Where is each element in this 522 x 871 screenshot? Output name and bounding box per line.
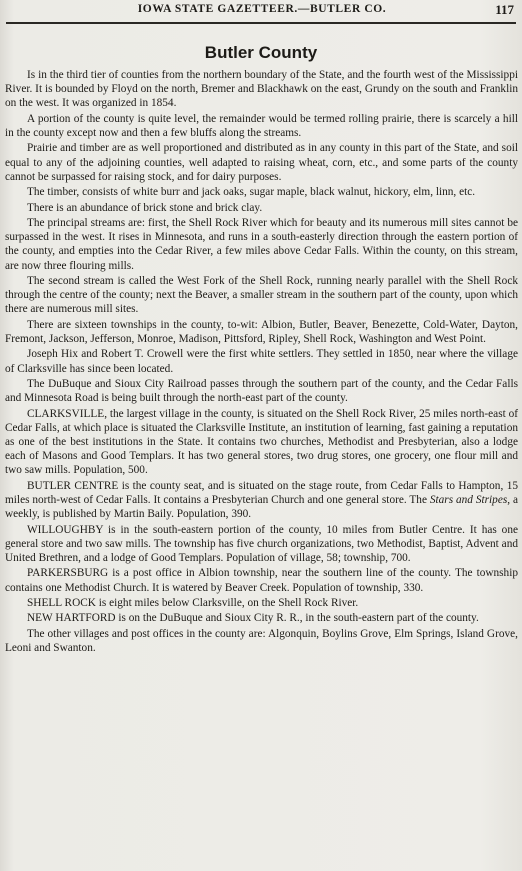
paragraph-clay: There is an abundance of brick stone and brick clay. bbox=[27, 201, 263, 214]
article-body bbox=[5, 68, 518, 656]
running-head bbox=[8, 3, 516, 21]
paragraph-intro: Is in the third tier of counties from the northern boundary of the State, and the fourth west of the Mississippi River. It is bounded by Floyd on the north, Bremer and Blackhawk on the east, Grundy on the south and Franklin on the west. It was organized in 1854. bbox=[5, 69, 518, 110]
newspaper-name: Stars and Stripes bbox=[429, 493, 508, 506]
paragraph-railroad: The DuBuque and Sioux City Railroad passes through the southern part of the county, and the Cedar Falls and Minnesota Road is being built through the north-east part of the county. bbox=[5, 377, 518, 405]
butler-centre-text-after: , a weekly, is published by Martin Baily. Population, 390. bbox=[5, 493, 518, 521]
paragraph-soil: Prairie and timber are as well proportioned and distributed as in any county in this part of the State, and soil equal to any of the adjoining counties, well adapted to raising wheat, corn, etc., and some parts of the county cannot be surpassed for raising stock, and for dairy purposes. bbox=[5, 142, 518, 183]
paragraph-settlers: Joseph Hix and Robert T. Crowell were the first white settlers. They settled in 1850, near where the village of Clarksville has since been located. bbox=[5, 348, 518, 375]
paragraph-clarksville: CLARKSVILLE, the largest village in the county, is situated on the Shell Rock River, 25 miles north-east of Cedar Falls, at which place is situated the Clarksville Institute, an institution of learning, fast gaining a reputation as one of the best institutions in the State. It contains two churches, Methodist and Presbyterian, also a lodge each of Masons and Good Templars. It has two general stores, two drug stores, one grocery, one flour mill and two saw mills. Population, 500. bbox=[5, 407, 518, 477]
header-rule bbox=[6, 22, 516, 24]
paragraph-timber: The timber, consists of white burr and jack oaks, sugar maple, black walnut, hickory, elm, linn, etc. bbox=[27, 186, 476, 199]
paragraph-parkersburg: PARKERSBURG is a post office in Albion township, near the southern line of the county. The township contains one Methodist Church. It is watered by Beaver Creek. Population of township, 330. bbox=[5, 567, 518, 594]
page-number: 117 bbox=[495, 2, 514, 17]
paragraph-new-hartford: NEW HARTFORD is on the DuBuque and Sioux City R. R., in the south-eastern part of the county. bbox=[27, 612, 479, 625]
paragraph-west-fork: The second stream is called the West Fork of the Shell Rock, running nearly parallel with the Shell Rock through the centre of the county; next the Beaver, a smaller stream in the southern part of the county, upon which there are numerous mill sites. bbox=[5, 274, 518, 316]
paragraph-butler-centre bbox=[5, 479, 518, 522]
paragraph-other-villages: The other villages and post offices in the county are: Algonquin, Boylins Grove, Elm Springs, Island Grove, Leoni and Swanton. bbox=[5, 627, 518, 654]
paragraph-shell-rock: SHELL ROCK is eight miles below Clarksville, on the Shell Rock River. bbox=[27, 596, 359, 609]
paragraph-terrain: A portion of the county is quite level, the remainder would be termed rolling prairie, there is scarcely a hill in the county except now and then a few bluffs along the streams. bbox=[5, 112, 518, 139]
paragraph-streams: The principal streams are: first, the Shell Rock River which for beauty and its numerous mill sites cannot be surpassed in the west. It rises in Minnesota, and runs in a south-easterly direction through the eastern portion of the county, and empties into the Cedar River, a few miles above Cedar Falls. Within the county, on this stream, are now three flouring mills. bbox=[5, 216, 518, 272]
paragraph-willoughby: WILLOUGHBY is in the south-eastern portion of the county, 10 miles from Butler Centre. It has one general store and two saw mills. The township has five church organizations, two Methodist, Baptist, Advent and United Brethren, and a lodge of Good Templars. Population of village, 58; township, 700. bbox=[5, 523, 518, 564]
butler-centre-text-before: BUTLER CENTRE is the county seat, and is situated on the stage route, from Cedar Falls to Hampton, 15 miles north-west of Cedar Falls. It contains a Presbyterian Church and one general store. The bbox=[5, 479, 518, 506]
paragraph-townships: There are sixteen townships in the county, to-wit: Albion, Butler, Beaver, Benezette, Cold-Water, Dayton, Fremont, Jackson, Jefferson, Monroe, Madison, Pittsford, Ripley, Shell Rock, Washington and West Point. bbox=[5, 318, 518, 345]
section-title: Butler County bbox=[204, 43, 318, 62]
running-title: IOWA STATE GAZETTEER.—BUTLER CO. bbox=[137, 3, 387, 15]
